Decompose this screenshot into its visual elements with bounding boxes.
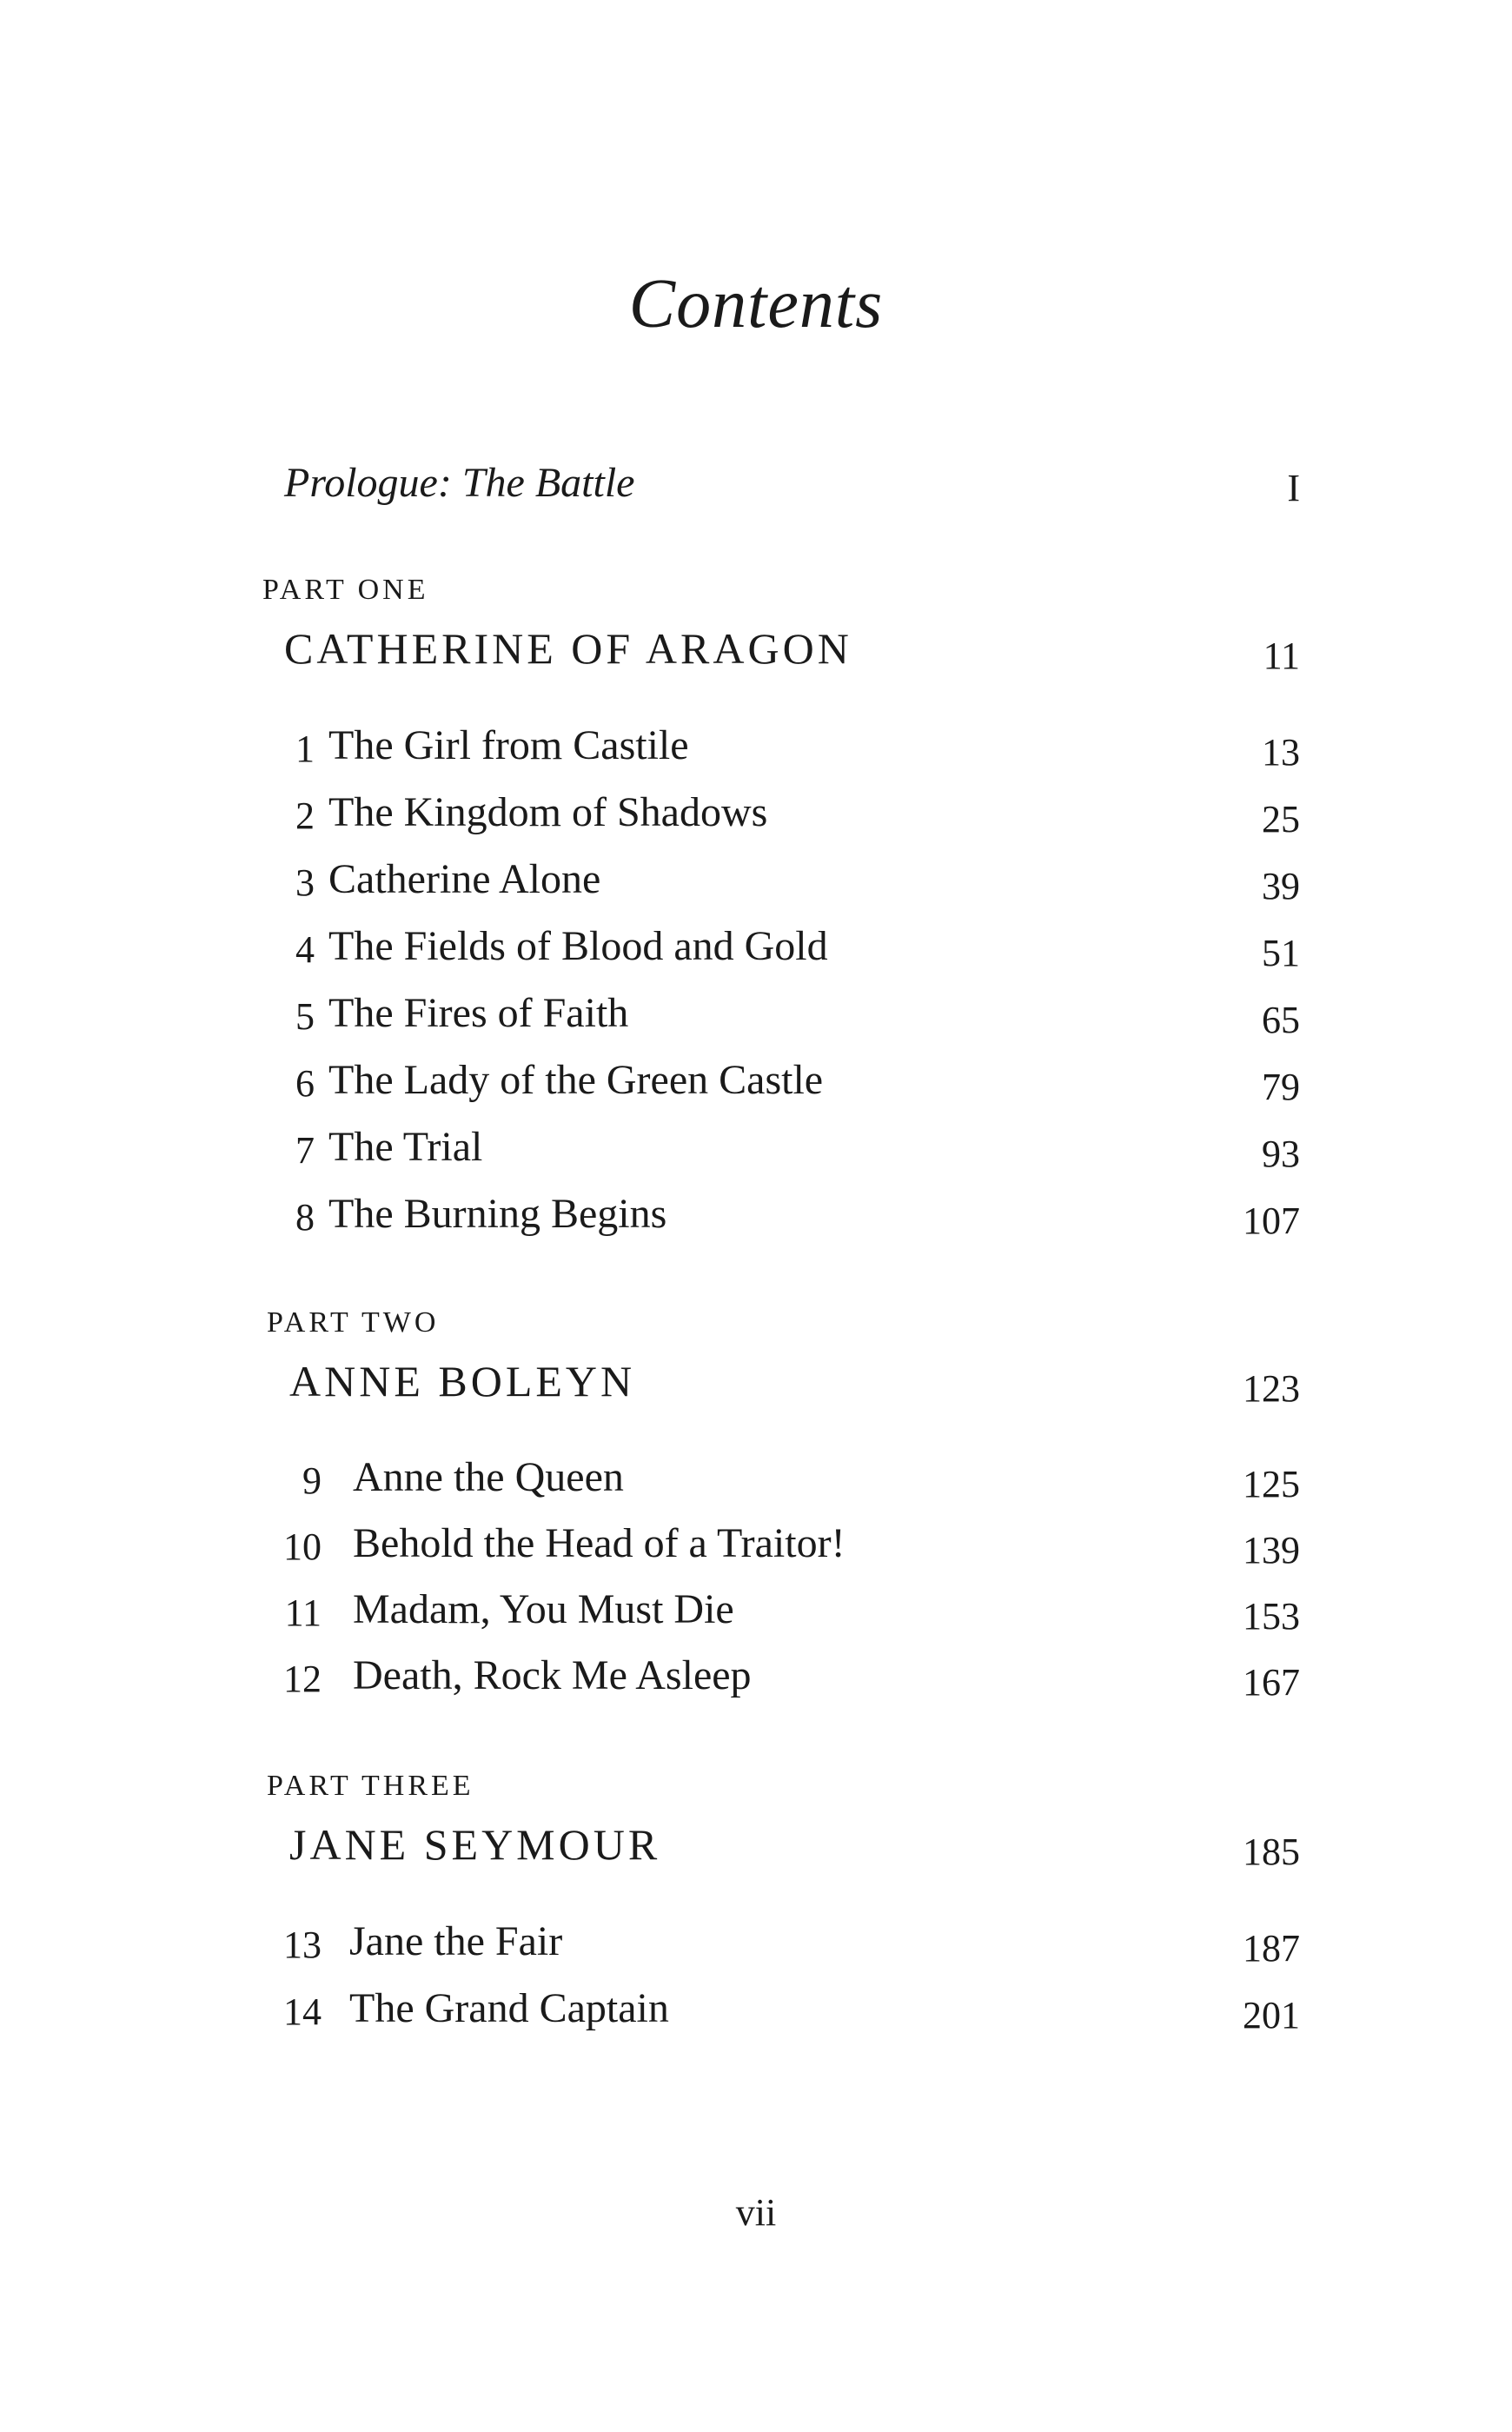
toc-entry-chapter[interactable] [0, 855, 1512, 916]
toc-entry-chapter[interactable] [0, 1519, 1512, 1580]
entry-page: I [1287, 467, 1300, 509]
entry-page: 13 [1262, 731, 1300, 774]
chapter-title: Madam, You Must Die [353, 1586, 734, 1632]
toc-entry-chapter[interactable] [0, 788, 1512, 849]
chapter-title: Jane the Fair [349, 1918, 563, 1964]
toc-entry-chapter[interactable] [0, 1917, 1512, 1978]
toc-entry-part-three[interactable] [0, 1819, 1512, 1880]
entry-page: 187 [1243, 1927, 1300, 1970]
page-title: Contents [628, 266, 884, 342]
chapter-number: 13 [283, 1924, 322, 1966]
entry-page: 125 [1243, 1463, 1300, 1505]
entry-page: 123 [1243, 1367, 1300, 1410]
chapter-number: 6 [295, 1062, 315, 1105]
entry-page: 79 [1262, 1066, 1300, 1108]
entry-page: 167 [1243, 1661, 1300, 1704]
toc-entry-chapter[interactable] [0, 989, 1512, 1050]
entry-page: 107 [1243, 1199, 1300, 1242]
chapter-number: 2 [295, 794, 315, 837]
entry-page: 11 [1263, 635, 1300, 677]
toc-entry-chapter[interactable] [0, 1190, 1512, 1251]
entry-page: 185 [1243, 1831, 1300, 1873]
part-label: PART THREE [267, 1770, 474, 1802]
chapter-title: The Burning Begins [328, 1191, 667, 1237]
toc-entry-chapter[interactable] [0, 1984, 1512, 2045]
chapter-number: 11 [284, 1591, 322, 1634]
entry-page: 65 [1262, 999, 1300, 1041]
part-title: CATHERINE OF ARAGON [284, 624, 852, 673]
chapter-number: 10 [283, 1525, 322, 1568]
entry-title: Prologue: The Battle [284, 460, 635, 506]
chapter-title: The Fields of Blood and Gold [328, 923, 828, 969]
entry-page: 39 [1262, 865, 1300, 907]
chapter-number: 4 [295, 928, 315, 971]
part-label: PART TWO [267, 1306, 440, 1339]
chapter-title: The Lady of the Green Castle [328, 1057, 824, 1103]
toc-entry-chapter[interactable] [0, 1453, 1512, 1514]
chapter-number: 1 [295, 728, 315, 770]
entry-page: 25 [1262, 798, 1300, 841]
chapter-number: 3 [295, 861, 315, 904]
chapter-title: Catherine Alone [328, 856, 601, 902]
toc-entry-part-one[interactable] [0, 623, 1512, 684]
part-title: ANNE BOLEYN [289, 1357, 636, 1405]
entry-page: 51 [1262, 932, 1300, 974]
toc-entry-chapter[interactable] [0, 1056, 1512, 1117]
chapter-title: Death, Rock Me Asleep [353, 1652, 752, 1698]
part-title: JANE SEYMOUR [289, 1820, 661, 1869]
toc-entry-chapter[interactable] [0, 922, 1512, 983]
chapter-number: 7 [295, 1129, 315, 1172]
chapter-title: The Kingdom of Shadows [328, 789, 768, 835]
chapter-title: The Girl from Castile [328, 722, 689, 768]
entry-page: 153 [1243, 1595, 1300, 1638]
part-label: PART ONE [262, 574, 429, 606]
entry-page: 93 [1262, 1133, 1300, 1175]
toc-entry-chapter[interactable] [0, 721, 1512, 782]
chapter-title: The Trial [328, 1124, 483, 1170]
chapter-number: 14 [283, 1990, 322, 2033]
chapter-title: The Fires of Faith [328, 990, 629, 1036]
toc-entry-chapter[interactable] [0, 1585, 1512, 1646]
chapter-number: 5 [295, 995, 315, 1038]
chapter-number: 8 [295, 1196, 315, 1239]
page-folio: vii [735, 2191, 777, 2234]
entry-page: 139 [1243, 1529, 1300, 1571]
chapter-title: Behold the Head of a Traitor! [353, 1520, 846, 1566]
chapter-number: 9 [302, 1459, 322, 1502]
toc-entry-part-two[interactable] [0, 1356, 1512, 1417]
entry-page: 201 [1243, 1994, 1300, 2037]
toc-entry-chapter[interactable] [0, 1651, 1512, 1712]
toc-entry-prologue[interactable] [0, 459, 1512, 520]
chapter-number: 12 [283, 1658, 322, 1700]
toc-entry-chapter[interactable] [0, 1123, 1512, 1184]
chapter-title: The Grand Captain [349, 1985, 669, 2031]
chapter-title: Anne the Queen [353, 1454, 624, 1500]
